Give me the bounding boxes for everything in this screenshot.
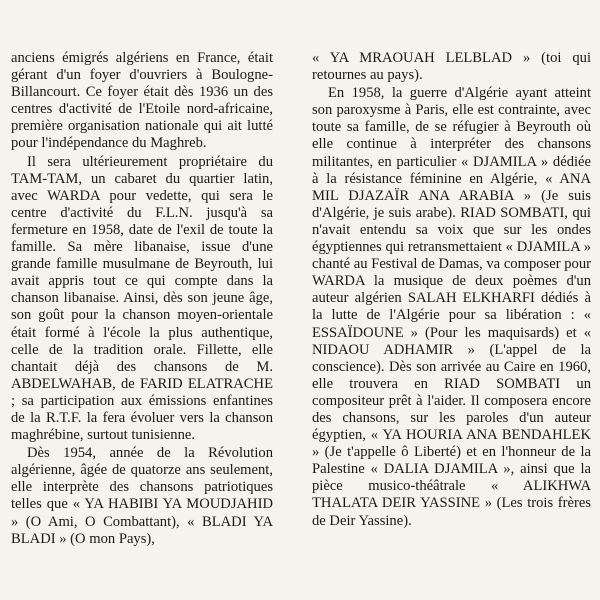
paragraph: « YA MRAOUAH LELBLAD » (toi qui retournes au pays). <box>312 50 591 84</box>
column-gutter <box>293 48 294 578</box>
paragraph: En 1958, la guerre d'Algérie ayant atteint son paroxysme à Paris, elle est contrainte, avec toute sa famille, de se réfugier à Beyrouth où elle continue à interpréter des chansons militantes, en particulier « DJAMILA » dédiée à la résistance féminine en Algérie, « ANA MIL DJAZAÏR ANA ARABIA » (Je suis d'Algérie, je suis arabe). RIAD SOMBATI, qui n'avait entendu sa voix que sur les ondes égyptiennes qui retransmettaient « DJAMILA » chanté au Festival de Damas, va composer pour WARDA la musique de deux poèmes d'un auteur algérien SALAH ELKHARFI dédiés à la lutte de l'Algérie pour sa libération : « ESSAÏDOUNE » (Pour les maquisards) et « NIDAOU ADHAMIR » (L'appel de la conscience). Dès son arrivée au Caire en 1960, elle trouvera en RIAD SOMBATI un compositeur prêt à l'aider. Il composera encore des chansons, sur les paroles d'un auteur égyptien, « YA HOURIA ANA BENDAHLEK » (Je t'appelle ô Liberté) et en l'honneur de la Palestine « DALIA DJAMILA », ainsi que la pièce musico-théâtrale « ALIKHWA THALATA DEIR YASSINE » (Les trois frères de Deir Yassine). <box>312 85 591 529</box>
right-text-column <box>312 50 591 530</box>
paragraph: Il sera ultérieurement propriétaire du TAM-TAM, un cabaret du quartier latin, avec WARDA pour vedette, qui sera le centre d'activité du F.L.N. jusqu'à sa fermeture en 1958, date de l'exil de toute la famille. Sa mère libanaise, issue d'une grande famille musulmane de Beyrouth, lui avait appris tout ce qui compte dans la chanson libanaise. Ainsi, dès son jeune âge, son goût pour la chanson moyen-orientale était formé à l'école la plus authentique, celle de la tradition orale. Fillette, elle chantait déjà des chansons de M. ABDELWAHAB, de FARID ELATRACHE ; sa participation aux émissions enfantines de la R.T.F. la fera évoluer vers la chanson maghrébine, surtout tunisienne. <box>11 153 273 444</box>
paragraph: anciens émigrés algériens en France, était gérant d'un foyer d'ouvriers à Boulogne-Billancourt. Ce foyer était dès 1936 un des centres d'activité de l'Etoile nord-africaine, première organisation nationale qui ait lutté pour l'indépendance du Maghreb. <box>11 50 273 152</box>
paragraph: Dès 1954, année de la Révolution algérienne, âgée de quatorze ans seulement, elle interprète des chansons patriotiques telles que « YA HABIBI YA MOUDJAHID » (O Ami, O Combattant), « BLADI YA BLADI » (O mon Pays), <box>11 445 273 547</box>
left-text-column <box>11 50 273 548</box>
